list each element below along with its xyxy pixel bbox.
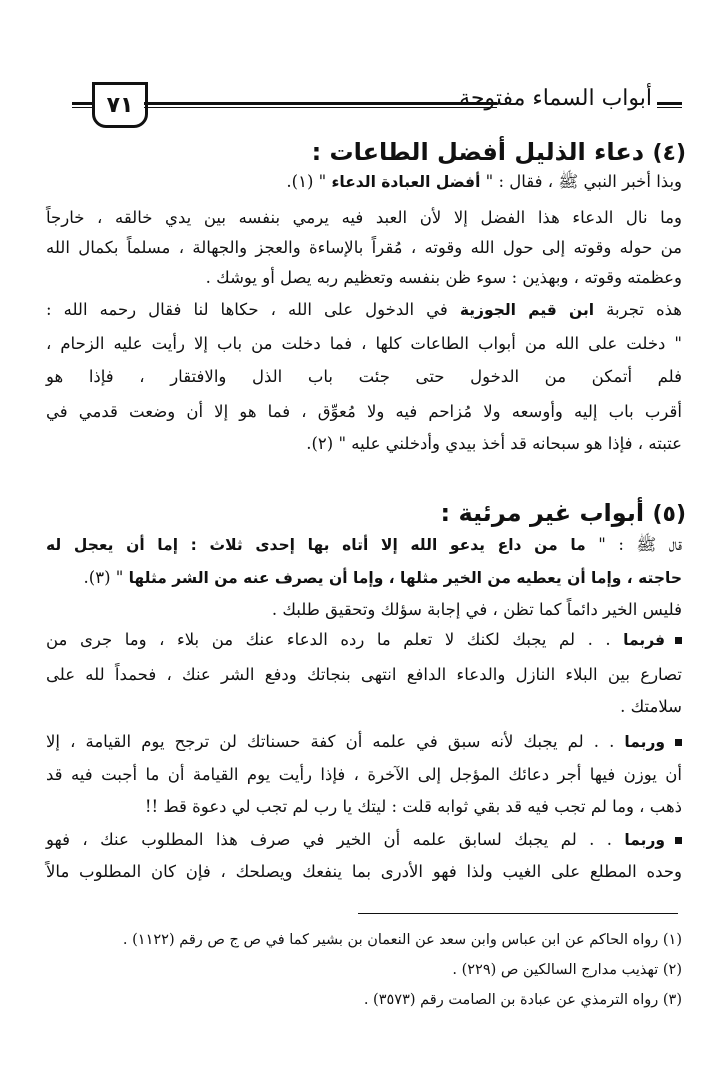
section-5-line-11 bbox=[46, 862, 682, 882]
bold-text: ما من داع يدعو الله إلا أتاه بها إحدى ثلاث : إما أن يعجل له bbox=[46, 536, 586, 554]
section-4-line-8 bbox=[46, 402, 682, 422]
section-4-line-2 bbox=[46, 208, 682, 228]
bold-text: فربما bbox=[623, 631, 665, 649]
text: " دخلت على الله من أبواب الطاعات كلها ، فما دخلت من باب إلا رأيت عليه الزحام ، bbox=[46, 334, 682, 353]
text: هذه تجربة bbox=[594, 300, 682, 319]
footnote-separator bbox=[358, 913, 678, 914]
footnote-3: (٣) رواه الترمذي عن عبادة بن الصامت رقم (٣٥٧٣) . bbox=[363, 992, 682, 1008]
section-5-line-4 bbox=[46, 630, 682, 650]
bold-text: وربما bbox=[624, 831, 665, 849]
text: فليس الخير دائماً كما تظن ، في إجابة سؤلك وتحقيق طلبك . bbox=[271, 600, 682, 619]
header-rule-middle bbox=[144, 102, 497, 108]
section-4-title: دعاء الذليل أفضل الطاعات : bbox=[311, 138, 645, 166]
text: " (١). bbox=[286, 172, 332, 191]
bold-text: وربما bbox=[624, 733, 665, 751]
bullet-square-icon bbox=[675, 637, 682, 644]
text: ذهب ، وما لم تجب فيه قد بقي ثوابه قلت : ليتك يا رب لم تجب لي دعوة قط !! bbox=[144, 797, 682, 816]
header-rule-left bbox=[72, 102, 92, 108]
header-rule-right bbox=[657, 102, 682, 108]
section-5-number: (٥) bbox=[652, 502, 686, 527]
section-5-line-10 bbox=[46, 830, 682, 850]
section-5-line-2 bbox=[46, 568, 682, 588]
text: أقرب باب إليه وأوسعه ولا مُزاحم فيه ولا مُعوِّق ، فما هو إلا أن وضعت قدمي في bbox=[46, 402, 682, 421]
section-5-title: أبواب غير مرئية : bbox=[440, 499, 645, 527]
text: وما نال الدعاء هذا الفضل إلا لأن العبد فيه يرمي بنفسه بين يدي خالقه ، خارجاً bbox=[46, 208, 682, 227]
section-4-line-5 bbox=[46, 300, 682, 320]
text: تصارع بين البلاء النازل والدعاء الدافع انتهى بنجاتك ودفع الشر عنك ، فحمداً لله على bbox=[46, 665, 682, 684]
bold-text: ابن قيم الجوزية bbox=[459, 301, 595, 319]
section-5-line-3 bbox=[46, 600, 682, 620]
section-5-line-5 bbox=[46, 665, 682, 685]
bullet-square-icon bbox=[675, 739, 682, 746]
section-5-heading bbox=[441, 499, 687, 527]
page-number: ٧١ bbox=[92, 82, 148, 128]
text: . . لم يجبك لسابق علمه أن الخير في صرف هذا المطلوب عنك ، فهو bbox=[46, 830, 625, 849]
text: أن يوزن فيها أجر دعائك المؤجل إلى الآخرة ، فإذا رأيت يوم القيامة أن ما أجبت فيه قد bbox=[46, 765, 683, 784]
text: . . لم يجبك لأنه سبق في علمه أن كفة حسناتك لن ترجح يوم القيامة ، إلا bbox=[46, 732, 625, 751]
text: عتبته ، فإذا هو سبحانه قد أخذ بيدي وأدخلني عليه " (٢). bbox=[306, 434, 682, 453]
text: قال ﷺ : " bbox=[585, 535, 682, 554]
section-5-line-1 bbox=[46, 535, 682, 555]
section-4-line-9 bbox=[46, 434, 682, 454]
text: في الدخول على الله ، حكاها لنا فقال رحمه الله : bbox=[46, 300, 460, 319]
section-4-line-3 bbox=[46, 238, 682, 258]
section-5-line-9 bbox=[46, 797, 682, 817]
section-5-line-6 bbox=[46, 697, 682, 717]
text: . . لم يجبك لكنك لا تعلم ما رده الدعاء عنك من بلاء ، وما جرى من bbox=[46, 630, 624, 649]
section-4-line-6 bbox=[46, 334, 682, 354]
text: وعظمته وقوته ، وبهذين : سوء ظن بنفسه وتعظيم ربه يصل أو يوشك . bbox=[205, 268, 682, 287]
page-header bbox=[72, 82, 682, 126]
text: فلم أتمكن من الدخول حتى جئت باب الذل والافتقار ، فإذا هو bbox=[46, 367, 682, 386]
section-4-line-4 bbox=[46, 268, 682, 288]
section-4-number: (٤) bbox=[652, 141, 686, 166]
footnote-1: (١) رواه الحاكم عن ابن عباس وابن سعد عن النعمان بن بشير كما في ص ج ص رقم (١١٢٢) . bbox=[122, 932, 682, 948]
text: وحده المطلع على الغيب ولذا فهو الأدرى بما ينفعك ويصلحك ، فإن كان المطلوب مالاً bbox=[46, 862, 682, 881]
running-title: أبواب السماء مفتوحة bbox=[459, 86, 652, 111]
section-5-line-8 bbox=[46, 765, 682, 785]
section-4-line-1 bbox=[46, 172, 682, 192]
footnote-2: (٢) تهذيب مدارج السالكين ص (٢٢٩) . bbox=[452, 962, 682, 978]
section-4-heading bbox=[312, 138, 686, 166]
bold-text: أفضل العبادة الدعاء bbox=[331, 173, 481, 191]
text: من حوله وقوته إلى حول الله وقوته ، مُقراً بالإساءة والعجز والجهالة ، مسلماً بكمال الله bbox=[46, 238, 682, 257]
text: سلامتك . bbox=[620, 697, 682, 716]
section-5-line-7 bbox=[46, 732, 682, 752]
bold-text: حاجته ، وإما أن يعطيه من الخير مثلها ، وإما أن يصرف عنه من الشر مثلها bbox=[128, 569, 682, 587]
text: " (٣). bbox=[83, 568, 129, 587]
bullet-square-icon bbox=[675, 837, 682, 844]
section-4-line-7 bbox=[46, 367, 682, 387]
text: وبذا أخبر النبي ﷺ ، فقال : " bbox=[480, 172, 682, 191]
